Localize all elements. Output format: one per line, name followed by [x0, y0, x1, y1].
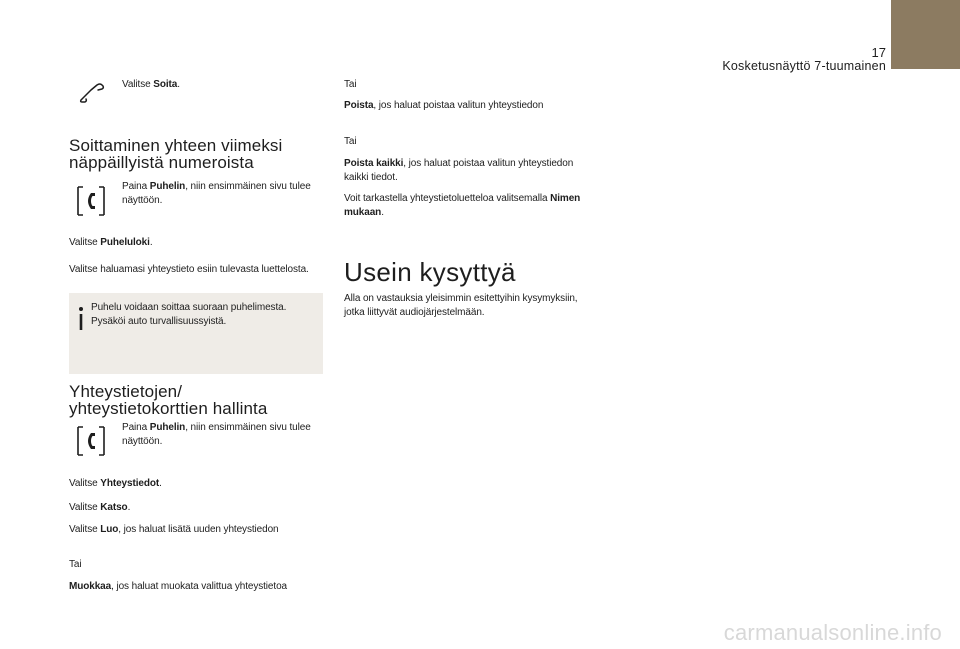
- select-contact: Valitse haluamasi yhteystieto esiin tulevasta luettelosta.: [69, 264, 309, 275]
- delete-all-text: Poista kaikki, jos haluat poistaa valitun yhteystiedon kaikki tiedot.: [344, 158, 574, 183]
- phone-button-icon: [76, 425, 106, 457]
- page-number: 17: [871, 45, 886, 60]
- select-call-log: Valitse Puheluloki.: [69, 237, 153, 248]
- step-call: Valitse Soita.: [122, 79, 180, 90]
- or-text-2: Tai: [344, 79, 357, 90]
- delete-text: Poista, jos haluat poistaa valitun yhteystiedon: [344, 100, 544, 111]
- faq-heading: Usein kysyttyä: [344, 257, 516, 287]
- press-phone-2: Paina Puhelin, niin ensimmäinen sivu tulee näyttöön.: [122, 422, 311, 447]
- watermark: carmanualsonline.info: [723, 620, 942, 645]
- handset-icon: [78, 82, 106, 104]
- info-text: Puhelu voidaan soittaa suoraan puhelimesta. Pysäköi auto turvallisuussyistä.: [91, 302, 287, 327]
- select-view: Valitse Katso.: [69, 502, 131, 513]
- chapter-tab: [891, 0, 960, 69]
- press-phone-1: Paina Puhelin, niin ensimmäinen sivu tulee näyttöön.: [122, 181, 311, 206]
- faq-intro: Alla on vastauksia yleisimmin esitettyihin kysymyksiin, jotka liittyvät audiojärjestelmään.: [344, 293, 578, 318]
- select-contacts: Valitse Yhteystiedot.: [69, 478, 162, 489]
- section-heading-recent-calls: Soittaminen yhteen viimeksi näppäillyistä numeroista: [69, 136, 283, 172]
- info-icon: [77, 306, 85, 330]
- sort-text: Voit tarkastella yhteystietoluetteloa valitsemalla Nimen mukaan.: [344, 193, 581, 218]
- edit-text: Muokkaa, jos haluat muokata valittua yhteystietoa: [69, 581, 287, 592]
- or-text-3: Tai: [344, 136, 357, 147]
- select-create: Valitse Luo, jos haluat lisätä uuden yhteystiedon: [69, 524, 279, 535]
- phone-button-icon: [76, 185, 106, 217]
- or-text-1: Tai: [69, 559, 82, 570]
- chapter-title: Kosketusnäyttö 7-tuumainen: [722, 59, 886, 73]
- section-heading-contacts: Yhteystietojen/ yhteystietokorttien hallinta: [69, 382, 268, 418]
